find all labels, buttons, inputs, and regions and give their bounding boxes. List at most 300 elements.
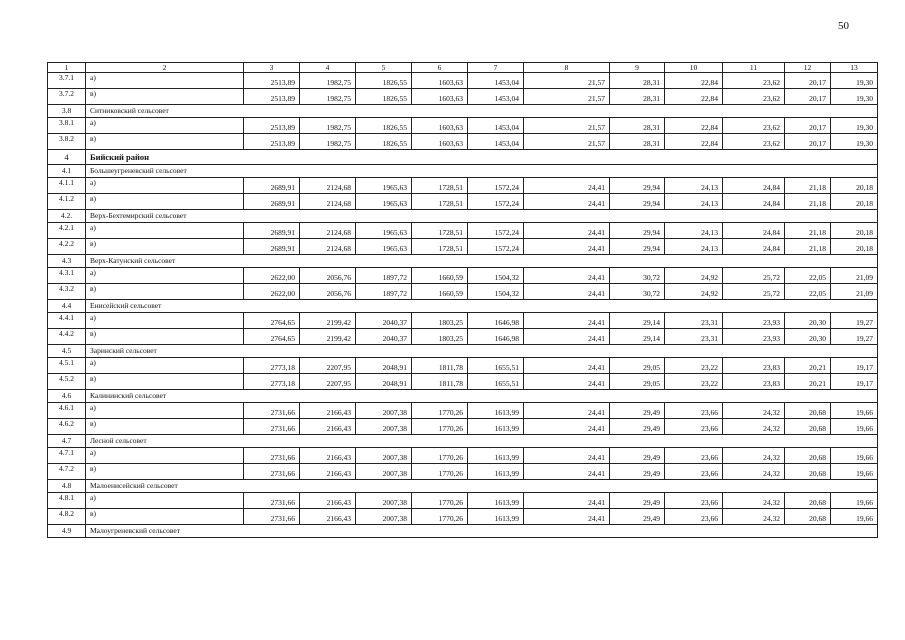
table-cell: 1660,59 (412, 284, 468, 300)
row-code: 3.7.2 (48, 89, 86, 105)
row-label: в) (86, 89, 244, 105)
table-cell: 24,84 (723, 239, 785, 255)
table-cell: 2007,38 (356, 464, 412, 480)
table-cell: 20,18 (831, 239, 878, 255)
table-cell: 1728,51 (412, 223, 468, 239)
table-cell: 2731,66 (244, 509, 300, 525)
row-label: а) (86, 73, 244, 89)
table-cell: 23,31 (665, 313, 723, 329)
table-row (48, 268, 878, 284)
table-cell: 2207,95 (300, 358, 356, 374)
table-cell: 20,21 (785, 374, 831, 390)
table-row (48, 464, 878, 480)
table-cell: 24,41 (524, 509, 610, 525)
table-cell: 2731,66 (244, 403, 300, 419)
table-row (48, 509, 878, 525)
column-header: 13 (831, 63, 878, 73)
table-row (48, 134, 878, 150)
table-row (48, 313, 878, 329)
table-cell: 2731,66 (244, 419, 300, 435)
row-label: а) (86, 358, 244, 374)
table-cell: 20,17 (785, 73, 831, 89)
table-cell: 24,41 (524, 448, 610, 464)
table-cell: 20,30 (785, 313, 831, 329)
header-row (48, 63, 878, 73)
table-cell: 1603,63 (412, 73, 468, 89)
table-cell: 19,17 (831, 358, 878, 374)
row-code: 3.7.1 (48, 73, 86, 89)
row-code: 4.2.2 (48, 239, 86, 255)
table-cell: 1982,75 (300, 89, 356, 105)
tariff-table (47, 62, 878, 538)
row-label: в) (86, 419, 244, 435)
row-code: 4.3.2 (48, 284, 86, 300)
subsection-title: Заринский сельсовет (86, 345, 878, 358)
table-row (48, 223, 878, 239)
table-cell: 1646,98 (468, 313, 524, 329)
table-cell: 1572,24 (468, 178, 524, 194)
table-cell: 21,18 (785, 194, 831, 210)
table-cell: 20,18 (831, 223, 878, 239)
column-header: 10 (665, 63, 723, 73)
table-cell: 1613,99 (468, 509, 524, 525)
table-cell: 1504,32 (468, 268, 524, 284)
table-cell: 20,17 (785, 89, 831, 105)
table-cell: 2166,43 (300, 509, 356, 525)
table-cell: 2731,66 (244, 464, 300, 480)
table-cell: 22,84 (665, 89, 723, 105)
table-cell: 2513,89 (244, 134, 300, 150)
table-cell: 1965,63 (356, 178, 412, 194)
row-label: а) (86, 223, 244, 239)
table-cell: 1965,63 (356, 223, 412, 239)
table-cell: 2731,66 (244, 493, 300, 509)
table-cell: 23,66 (665, 464, 723, 480)
subsection-row (48, 480, 878, 493)
table-cell: 1982,75 (300, 73, 356, 89)
table-cell: 1660,59 (412, 268, 468, 284)
table-cell: 2689,91 (244, 178, 300, 194)
row-code: 3.8.1 (48, 118, 86, 134)
table-cell: 1826,55 (356, 73, 412, 89)
table-cell: 2166,43 (300, 403, 356, 419)
table-cell: 2048,91 (356, 358, 412, 374)
row-label: а) (86, 448, 244, 464)
table-cell: 1572,24 (468, 223, 524, 239)
table-cell: 1770,26 (412, 464, 468, 480)
table-cell: 1728,51 (412, 239, 468, 255)
table-cell: 20,17 (785, 118, 831, 134)
table-cell: 28,31 (610, 73, 665, 89)
table-cell: 20,30 (785, 329, 831, 345)
table-cell: 19,66 (831, 403, 878, 419)
table-cell: 30,72 (610, 284, 665, 300)
table-cell: 24,13 (665, 223, 723, 239)
column-header: 6 (412, 63, 468, 73)
row-code: 4.9 (48, 525, 86, 538)
table-cell: 2056,76 (300, 284, 356, 300)
table-cell: 1453,04 (468, 89, 524, 105)
table-cell: 21,57 (524, 118, 610, 134)
row-label: в) (86, 329, 244, 345)
table-cell: 2124,68 (300, 194, 356, 210)
column-header: 5 (356, 63, 412, 73)
table-cell: 19,27 (831, 329, 878, 345)
table-row (48, 194, 878, 210)
subsection-row (48, 435, 878, 448)
subsection-title: Енисейский сельсовет (86, 300, 878, 313)
table-cell: 2040,37 (356, 313, 412, 329)
table-cell: 24,41 (524, 358, 610, 374)
table-row (48, 374, 878, 390)
table-row (48, 493, 878, 509)
column-header: 2 (86, 63, 244, 73)
table-cell: 2773,18 (244, 358, 300, 374)
table-cell: 1613,99 (468, 403, 524, 419)
table-cell: 21,18 (785, 223, 831, 239)
table-cell: 29,05 (610, 358, 665, 374)
table-cell: 2689,91 (244, 194, 300, 210)
table-cell: 29,49 (610, 403, 665, 419)
table-cell: 1453,04 (468, 118, 524, 134)
table-cell: 24,41 (524, 329, 610, 345)
row-code: 4.1.2 (48, 194, 86, 210)
table-cell: 1613,99 (468, 419, 524, 435)
column-header: 11 (723, 63, 785, 73)
table-row (48, 403, 878, 419)
table-cell: 28,31 (610, 118, 665, 134)
table-cell: 24,41 (524, 419, 610, 435)
table-cell: 1728,51 (412, 178, 468, 194)
row-code: 3.8 (48, 105, 86, 118)
table-cell: 2166,43 (300, 493, 356, 509)
table-cell: 19,30 (831, 118, 878, 134)
table-cell: 1504,32 (468, 284, 524, 300)
table-cell: 1770,26 (412, 448, 468, 464)
row-label: в) (86, 374, 244, 390)
subsection-title: Верх-Катунский сельсовет (86, 255, 878, 268)
table-cell: 22,05 (785, 268, 831, 284)
table-cell: 24,13 (665, 194, 723, 210)
row-code: 4.2.1 (48, 223, 86, 239)
table-cell: 23,66 (665, 448, 723, 464)
table-cell: 30,72 (610, 268, 665, 284)
row-code: 4 (48, 150, 86, 165)
table-cell: 24,84 (723, 194, 785, 210)
table-cell: 23,22 (665, 374, 723, 390)
table-cell: 1646,98 (468, 329, 524, 345)
subsection-row (48, 210, 878, 223)
table-row (48, 358, 878, 374)
row-label: а) (86, 493, 244, 509)
table-cell: 29,94 (610, 239, 665, 255)
table-cell: 24,32 (723, 448, 785, 464)
table-cell: 20,17 (785, 134, 831, 150)
table-cell: 29,05 (610, 374, 665, 390)
table-cell: 1572,24 (468, 239, 524, 255)
subsection-row (48, 255, 878, 268)
table-cell: 22,84 (665, 134, 723, 150)
table-cell: 24,84 (723, 223, 785, 239)
table-cell: 24,41 (524, 178, 610, 194)
table-cell: 24,32 (723, 464, 785, 480)
table-cell: 1572,24 (468, 194, 524, 210)
table-cell: 23,66 (665, 419, 723, 435)
row-label: в) (86, 194, 244, 210)
row-code: 4.8.1 (48, 493, 86, 509)
table-cell: 1603,63 (412, 89, 468, 105)
page-number: 50 (838, 20, 849, 32)
table-cell: 1982,75 (300, 134, 356, 150)
table-row (48, 448, 878, 464)
table-cell: 1655,51 (468, 374, 524, 390)
table-cell: 1770,26 (412, 419, 468, 435)
table-row (48, 329, 878, 345)
table-row (48, 73, 878, 89)
table-cell: 2056,76 (300, 268, 356, 284)
table-cell: 2731,66 (244, 448, 300, 464)
row-code: 4.8 (48, 480, 86, 493)
table-cell: 20,68 (785, 419, 831, 435)
subsection-title: Ситниковский сельсовет (86, 105, 878, 118)
table-cell: 1803,25 (412, 313, 468, 329)
table-cell: 19,66 (831, 464, 878, 480)
table-cell: 29,94 (610, 178, 665, 194)
table-cell: 23,66 (665, 403, 723, 419)
table-cell: 24,32 (723, 493, 785, 509)
table-cell: 2622,00 (244, 268, 300, 284)
table-cell: 23,62 (723, 89, 785, 105)
row-label: в) (86, 284, 244, 300)
table-cell: 1811,78 (412, 374, 468, 390)
table-cell: 21,57 (524, 89, 610, 105)
table-cell: 23,66 (665, 509, 723, 525)
table-row (48, 89, 878, 105)
table-cell: 24,32 (723, 419, 785, 435)
table-cell: 1453,04 (468, 134, 524, 150)
table-cell: 21,09 (831, 284, 878, 300)
table-cell: 2689,91 (244, 239, 300, 255)
subsection-row (48, 300, 878, 313)
table-cell: 1603,63 (412, 134, 468, 150)
table-cell: 2007,38 (356, 493, 412, 509)
table-cell: 24,41 (524, 223, 610, 239)
table-cell: 19,66 (831, 493, 878, 509)
table-cell: 1728,51 (412, 194, 468, 210)
table-cell: 24,41 (524, 239, 610, 255)
table-cell: 2124,68 (300, 178, 356, 194)
row-code: 4.3.1 (48, 268, 86, 284)
table-cell: 1803,25 (412, 329, 468, 345)
subsection-row (48, 390, 878, 403)
table-row (48, 419, 878, 435)
table-cell: 2764,65 (244, 329, 300, 345)
table-cell: 2764,65 (244, 313, 300, 329)
subsection-row (48, 105, 878, 118)
table-cell: 20,68 (785, 493, 831, 509)
table-cell: 19,66 (831, 448, 878, 464)
table-cell: 20,18 (831, 178, 878, 194)
row-label: в) (86, 464, 244, 480)
column-header: 7 (468, 63, 524, 73)
row-code: 4.7.2 (48, 464, 86, 480)
table-cell: 2124,68 (300, 223, 356, 239)
table-cell: 25,72 (723, 268, 785, 284)
table-cell: 2513,89 (244, 73, 300, 89)
table-cell: 23,31 (665, 329, 723, 345)
table-body (48, 63, 878, 538)
table-cell: 23,22 (665, 358, 723, 374)
table-cell: 24,41 (524, 403, 610, 419)
table-cell: 1965,63 (356, 239, 412, 255)
table-cell: 1826,55 (356, 89, 412, 105)
table-cell: 28,31 (610, 134, 665, 150)
column-header: 9 (610, 63, 665, 73)
table-cell: 2199,42 (300, 329, 356, 345)
table-cell: 2513,89 (244, 118, 300, 134)
table-cell: 1826,55 (356, 118, 412, 134)
table-cell: 20,68 (785, 464, 831, 480)
table-cell: 1655,51 (468, 358, 524, 374)
table-cell: 29,14 (610, 329, 665, 345)
row-label: а) (86, 118, 244, 134)
table-cell: 19,30 (831, 73, 878, 89)
column-header: 1 (48, 63, 86, 73)
table-cell: 19,66 (831, 419, 878, 435)
table-cell: 24,41 (524, 374, 610, 390)
table-cell: 23,62 (723, 134, 785, 150)
table-cell: 2622,00 (244, 284, 300, 300)
table-cell: 20,68 (785, 403, 831, 419)
table-cell: 21,09 (831, 268, 878, 284)
table-cell: 22,84 (665, 118, 723, 134)
table-cell: 24,41 (524, 313, 610, 329)
row-label: а) (86, 178, 244, 194)
row-label: а) (86, 313, 244, 329)
table-cell: 23,83 (723, 358, 785, 374)
row-label: в) (86, 239, 244, 255)
table-cell: 2166,43 (300, 448, 356, 464)
table-cell: 19,30 (831, 89, 878, 105)
subsection-title: Лесной сельсовет (86, 435, 878, 448)
table-cell: 24,13 (665, 178, 723, 194)
table-cell: 20,18 (831, 194, 878, 210)
table-cell: 23,66 (665, 493, 723, 509)
subsection-title: Калининский сельсовет (86, 390, 878, 403)
section-title: Бийский район (86, 150, 878, 165)
row-code: 4.6.1 (48, 403, 86, 419)
subsection-title: Малоенисейский сельсовет (86, 480, 878, 493)
table-cell: 29,14 (610, 313, 665, 329)
table-cell: 22,05 (785, 284, 831, 300)
table-cell: 21,57 (524, 73, 610, 89)
table-cell: 2166,43 (300, 419, 356, 435)
table-cell: 19,17 (831, 374, 878, 390)
table-cell: 29,49 (610, 448, 665, 464)
table-cell: 1770,26 (412, 493, 468, 509)
table-cell: 1826,55 (356, 134, 412, 150)
table-cell: 20,68 (785, 509, 831, 525)
table-cell: 1613,99 (468, 493, 524, 509)
table-cell: 21,18 (785, 178, 831, 194)
table-cell: 29,94 (610, 194, 665, 210)
table-row (48, 178, 878, 194)
table-cell: 29,94 (610, 223, 665, 239)
row-code: 4.5.1 (48, 358, 86, 374)
table-cell: 2207,95 (300, 374, 356, 390)
subsection-row (48, 525, 878, 538)
row-code: 4.4.2 (48, 329, 86, 345)
table-cell: 24,32 (723, 509, 785, 525)
table-cell: 2166,43 (300, 464, 356, 480)
table-cell: 29,49 (610, 419, 665, 435)
section-row (48, 150, 878, 165)
table-cell: 1770,26 (412, 509, 468, 525)
table-cell: 1613,99 (468, 464, 524, 480)
row-code: 4.7.1 (48, 448, 86, 464)
table-cell: 24,84 (723, 178, 785, 194)
table-row (48, 239, 878, 255)
subsection-title: Верх-Бехтемирский сельсовет (86, 210, 878, 223)
table-cell: 19,27 (831, 313, 878, 329)
table-cell: 1982,75 (300, 118, 356, 134)
subsection-title: Большеугреневский сельсовет (86, 165, 878, 178)
table-cell: 2048,91 (356, 374, 412, 390)
table-cell: 24,92 (665, 284, 723, 300)
row-code: 3.8.2 (48, 134, 86, 150)
row-code: 4.8.2 (48, 509, 86, 525)
row-code: 4.6 (48, 390, 86, 403)
table-cell: 24,41 (524, 284, 610, 300)
table-cell: 2199,42 (300, 313, 356, 329)
row-code: 4.5 (48, 345, 86, 358)
table-cell: 29,49 (610, 509, 665, 525)
column-header: 8 (524, 63, 610, 73)
table-cell: 1603,63 (412, 118, 468, 134)
table-cell: 24,13 (665, 239, 723, 255)
column-header: 4 (300, 63, 356, 73)
table-cell: 24,41 (524, 493, 610, 509)
table-cell: 21,57 (524, 134, 610, 150)
row-code: 4.2. (48, 210, 86, 223)
table-cell: 24,41 (524, 194, 610, 210)
table-cell: 2007,38 (356, 403, 412, 419)
table-cell: 24,32 (723, 403, 785, 419)
table-cell: 24,41 (524, 464, 610, 480)
row-code: 4.7 (48, 435, 86, 448)
row-label: а) (86, 403, 244, 419)
table-cell: 1613,99 (468, 448, 524, 464)
subsection-row (48, 165, 878, 178)
row-code: 4.4.1 (48, 313, 86, 329)
table-cell: 1965,63 (356, 194, 412, 210)
row-label: в) (86, 134, 244, 150)
table-cell: 23,62 (723, 118, 785, 134)
row-label: а) (86, 268, 244, 284)
table-cell: 22,84 (665, 73, 723, 89)
column-header: 3 (244, 63, 300, 73)
table-cell: 1897,72 (356, 268, 412, 284)
table-cell: 2689,91 (244, 223, 300, 239)
table-cell: 23,93 (723, 329, 785, 345)
table-cell: 2007,38 (356, 509, 412, 525)
table-cell: 19,30 (831, 134, 878, 150)
row-code: 4.3 (48, 255, 86, 268)
table-cell: 2007,38 (356, 448, 412, 464)
table-cell: 23,62 (723, 73, 785, 89)
table-cell: 29,49 (610, 464, 665, 480)
table-cell: 1897,72 (356, 284, 412, 300)
